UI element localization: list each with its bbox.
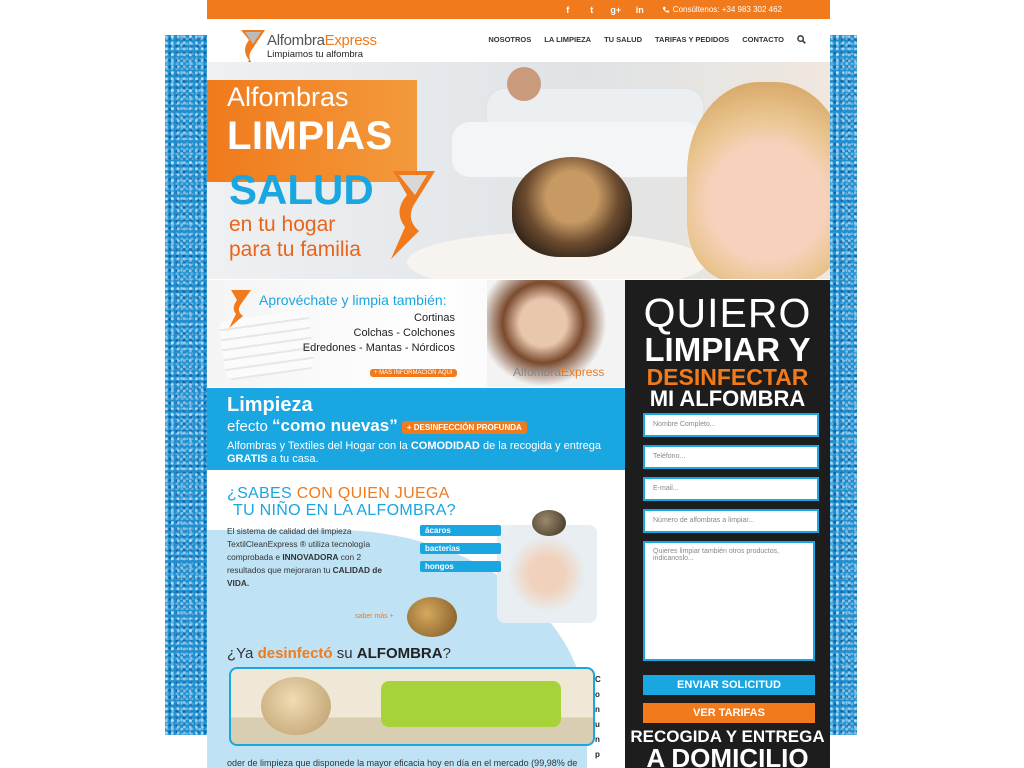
- form-heading-quiero: QUIERO: [643, 290, 812, 336]
- carpet-background-right: [830, 35, 857, 735]
- top-bar: [207, 0, 830, 19]
- form-heading-desinfectar: DESINFECTAR: [646, 364, 809, 390]
- ver-tarifas-button[interactable]: VER TARIFAS: [643, 703, 815, 723]
- nav-contacto[interactable]: CONTACTO: [742, 35, 784, 44]
- promo-item-colchas: Colchas - Colchones: [353, 327, 455, 339]
- hero-line-limpias: LIMPIAS: [227, 114, 393, 158]
- nav-tarifas-y-pedidos[interactable]: TARIFAS Y PEDIDOS: [655, 35, 730, 44]
- pill-bacterias: bacterias: [420, 543, 501, 554]
- limpieza-subtitle: efecto “como nuevas” + DESINFECCIÓN PROFUNDA: [227, 416, 527, 436]
- promo-item-edredones: Edredones - Mantas - Nórdicos: [302, 342, 455, 354]
- google-plus-icon[interactable]: g+: [610, 4, 622, 15]
- limpieza-title: Limpieza: [227, 394, 313, 416]
- mite-image-large: [407, 597, 457, 637]
- facebook-icon[interactable]: f: [566, 4, 570, 15]
- name-field[interactable]: Nombre Completo...: [643, 413, 819, 437]
- hero-swoosh-icon: [385, 167, 440, 262]
- hero-banner: [207, 62, 830, 279]
- hero-girl-image: [687, 82, 830, 279]
- hero-dog-image: [512, 157, 632, 257]
- nav-nosotros[interactable]: NOSOTROS: [488, 35, 532, 44]
- logo-brand: AlfombraExpress: [267, 32, 377, 49]
- message-textarea[interactable]: Quieres limpiar también otros productos, indicanoslo...: [643, 541, 815, 661]
- desinfecto-heading: ¿Ya desinfectó su ALFOMBRA?: [227, 645, 451, 662]
- sabes-baby-image: [497, 525, 597, 623]
- nav-tu-salud[interactable]: TU SALUD: [604, 35, 642, 44]
- pill-hongos: hongos: [420, 561, 501, 572]
- phone-contact[interactable]: [662, 5, 782, 14]
- linkedin-icon[interactable]: in: [635, 4, 644, 15]
- sabes-footer-text: oder de limpieza que disponede la mayor eficacia hoy en día en el mercado (99,98% de: [227, 758, 578, 768]
- mite-image-sofa: [261, 677, 331, 735]
- promo-banner[interactable]: [207, 280, 625, 387]
- sabes-heading: ¿SABES CON QUIEN JUEGA TU NIÑO EN LA ALFOMBRA?: [227, 485, 456, 519]
- phone-number: Consúltenos: +34 983 302 462: [672, 5, 782, 14]
- sabes-text: El sistema de calidad del limpieza TextilCleanExpress ® utiliza tecnología comprobada e INNOVADORA con 2 resultados que mejoraran tu CALIDAD de VIDA.: [227, 526, 382, 588]
- form-heading-limpiar: LIMPIAR Y: [644, 331, 811, 368]
- hero-line-alfombras: Alfombras: [227, 82, 349, 112]
- pill-acaros: ácaros: [420, 525, 501, 536]
- limpieza-description: Alfombras y Textiles del Hogar con la COMODIDAD de la recogida y entrega GRATIS a tu casa.: [227, 440, 601, 465]
- website-page: [207, 0, 830, 768]
- main-nav: [488, 35, 806, 44]
- promo-item-cortinas: Cortinas: [414, 312, 455, 324]
- desinfeccion-badge: + DESINFECCIÓN PROFUNDA: [402, 421, 527, 434]
- nav-la-limpieza[interactable]: LA LIMPIEZA: [544, 35, 592, 44]
- promo-more-info-button[interactable]: + MÁS INFORMACIÓN AQUÍ: [370, 369, 457, 377]
- search-icon[interactable]: [797, 35, 806, 44]
- hero-tagline-2: para tu familia: [229, 238, 361, 261]
- sabes-section: [207, 470, 625, 768]
- hero-tagline: [229, 212, 361, 262]
- carpet-background-left: [165, 35, 207, 735]
- phone-field[interactable]: Teléfono...: [643, 445, 819, 469]
- vertical-side-text: Conunp: [595, 675, 601, 759]
- twitter-icon[interactable]: t: [590, 4, 594, 15]
- green-sofa: [381, 681, 561, 727]
- hero-woman-image: [507, 67, 541, 101]
- form-heading-mi-alfombra: MI ALFOMBRA: [649, 386, 806, 411]
- domicilio-heading: A DOMICILIO: [646, 743, 809, 768]
- hero-tagline-1: en tu hogar: [229, 213, 336, 236]
- enviar-solicitud-button[interactable]: ENVIAR SOLICITUD: [643, 675, 815, 695]
- mite-image-small: [532, 510, 566, 536]
- recogida-heading: RECOGIDA Y ENTREGA: [630, 727, 825, 746]
- email-field[interactable]: E-mail...: [643, 477, 819, 501]
- sofa-mites-image: [229, 667, 595, 746]
- hero-line-salud: SALUD: [229, 166, 374, 213]
- promo-items: [259, 311, 455, 356]
- phone-icon: [662, 6, 670, 14]
- promo-swoosh-icon: [227, 288, 253, 330]
- rug-count-field[interactable]: Número de alfombras a limpiar...: [643, 509, 819, 533]
- logo-slogan: Limpiamos tu alfombra: [267, 49, 364, 60]
- request-form-panel: [625, 280, 830, 768]
- promo-title: Aprovéchate y limpia también:: [259, 292, 447, 308]
- header: [207, 19, 830, 62]
- limpieza-section: [207, 388, 625, 470]
- promo-brand: AlfombraExpress: [513, 365, 605, 379]
- saber-mas-link[interactable]: saber más +: [355, 613, 394, 620]
